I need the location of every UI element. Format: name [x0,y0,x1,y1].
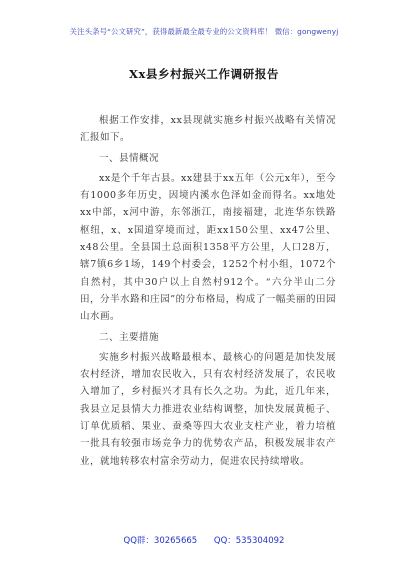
qq-group-number: QQ群：30265665 [123,536,198,546]
promo-header: 关注头条号“公文研究”，获得最新最全最专业的公文资料库！ 微信：gongwenyj [69,27,339,36]
qq-number: QQ：535304092 [213,536,285,546]
intro-paragraph: 根据工作安排，xx县现就实施乡村振兴战略有关情况汇报如下。 [80,115,336,144]
document-title: Xx县乡村振兴工作调研报告 [128,67,280,81]
contact-footer [0,534,408,546]
measures-paragraph: 实施乡村振兴战略最根本、最核心的问题是加快发展农村经济，增加农民收入，只有农村经济发展了，农民收入增加了，乡村振兴才具有长久之功。为此，近几年来，我县立足县情大力推进农业结构调整，加快发展黄栀子、订单优质稻、果业、蚕桑等四大农业支柱产业，着力培植一批具有较强市场竞争力的优势农产品，积极发展非农产业，就地转移农村富余劳动力，促进农民持续增收。 [80,351,336,467]
section-heading-overview: 一、县情概况 [99,152,160,164]
document-body [80,112,336,473]
overview-paragraph: xx是个千年古县。xx建县于xx五年（公元x年），至今有1000多年历史，因境内溪水色泽如金而得名。xx地处xx中部，x河中游，东邻浙江，南接福建，北连华东铁路枢纽，x、x国道穿境而过，距xx150公里、xx47公里、x48公里。全县国土总面积1358平方公里，人口28万，辖7镇6乡1场，149个村委会，1252个村小组，1072个自然村，其中30户以上自然村912个。“六分半山二分田，分半水路和庄园”的分布格局，构成了一幅美丽的田园山水画。 [80,172,336,323]
section-heading-measures: 二、主要措施 [99,331,160,343]
